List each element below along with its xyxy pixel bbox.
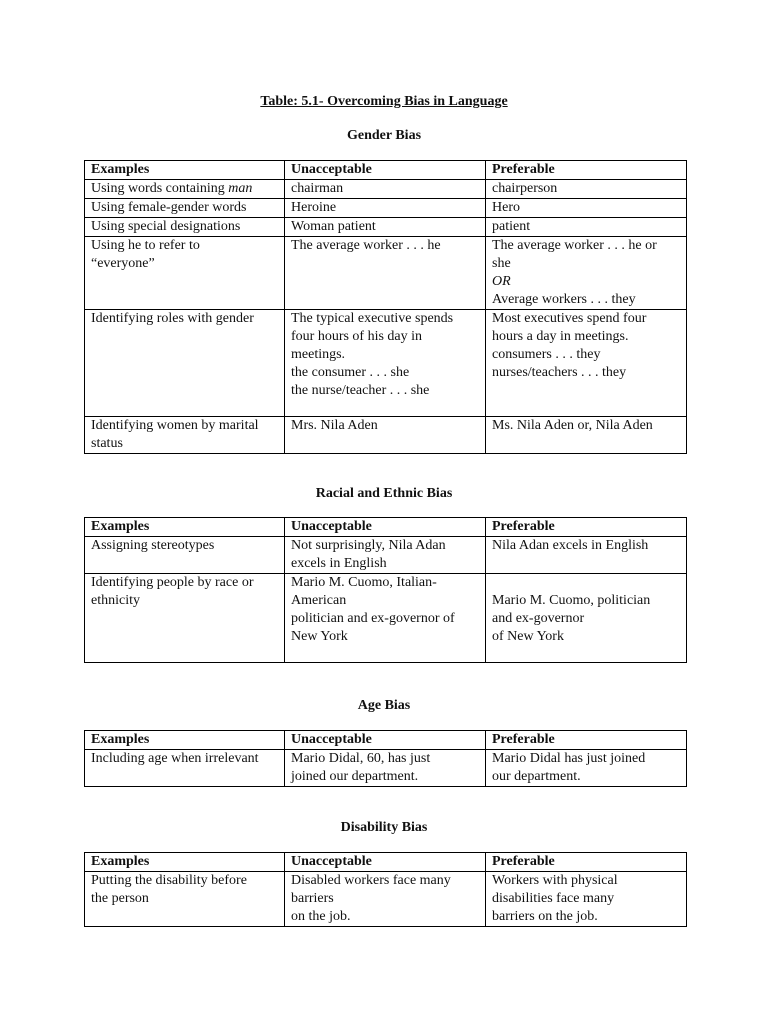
table-row — [85, 180, 687, 199]
emphasis-text: OR — [492, 274, 511, 289]
header-unacceptable: Unacceptable — [285, 853, 486, 872]
header-row — [85, 853, 687, 872]
table-row — [85, 310, 687, 417]
example-cell: Using female-gender words — [85, 199, 285, 218]
header-examples: Examples — [85, 518, 285, 537]
example-cell: Assigning stereotypes — [85, 537, 285, 574]
preferable-cell: Workers with physical disabilities face many barriers on the job. — [486, 872, 687, 927]
example-cell: Using he to refer to “everyone” — [85, 237, 285, 310]
preferable-cell: Most executives spend four hours a day in meetings. consumers . . . they nurses/teachers . . . they — [486, 310, 687, 417]
emphasis-text: man — [228, 181, 253, 196]
preferable-cell: Ms. Nila Aden or, Nila Aden — [486, 417, 687, 454]
unacceptable-cell: Mrs. Nila Aden — [285, 417, 486, 454]
example-cell: Identifying people by race or ethnicity — [85, 574, 285, 663]
unacceptable-cell: Mario M. Cuomo, Italian- American politician and ex-governor of New York — [285, 574, 486, 663]
example-cell: Using special designations — [85, 218, 285, 237]
unacceptable-cell: The typical executive spends four hours of his day in meetings. the consumer . . . she the nurse/teacher . . . she — [285, 310, 486, 417]
header-row — [85, 731, 687, 750]
unacceptable-cell: Woman patient — [285, 218, 486, 237]
header-row — [85, 518, 687, 537]
table-row — [85, 537, 687, 574]
preferable-cell: chairperson — [486, 180, 687, 199]
example-cell: Using words containing man — [85, 180, 285, 199]
table-row — [85, 199, 687, 218]
example-cell: Putting the disability before the person — [85, 872, 285, 927]
preferable-cell: Mario Didal has just joined our department. — [486, 750, 687, 787]
unacceptable-cell: Disabled workers face many barriers on the job. — [285, 872, 486, 927]
age-bias-table — [84, 730, 687, 787]
header-preferable: Preferable — [486, 853, 687, 872]
unacceptable-cell: The average worker . . . he — [285, 237, 486, 310]
preferable-cell: patient — [486, 218, 687, 237]
table-row — [85, 237, 687, 310]
preferable-cell: Nila Adan excels in English — [486, 537, 687, 574]
example-cell: Identifying roles with gender — [85, 310, 285, 417]
section-title-gender: Gender Bias — [346, 128, 422, 143]
header-examples: Examples — [85, 853, 285, 872]
section-title-disability: Disability Bias — [340, 820, 428, 835]
table-row — [85, 872, 687, 927]
header-preferable: Preferable — [486, 731, 687, 750]
header-preferable: Preferable — [486, 161, 687, 180]
gender-bias-table — [84, 160, 687, 454]
preferable-cell: Hero — [486, 199, 687, 218]
table-row — [85, 750, 687, 787]
example-cell: Including age when irrelevant — [85, 750, 285, 787]
example-cell: Identifying women by marital status — [85, 417, 285, 454]
header-examples: Examples — [85, 731, 285, 750]
table-row — [85, 417, 687, 454]
unacceptable-cell: Heroine — [285, 199, 486, 218]
preferable-cell: The average worker . . . he or she OR Average workers . . . they — [486, 237, 687, 310]
header-preferable: Preferable — [486, 518, 687, 537]
preferable-cell: Mario M. Cuomo, politician and ex-governor of New York — [486, 574, 687, 663]
unacceptable-cell: Mario Didal, 60, has just joined our department. — [285, 750, 486, 787]
section-title-racial: Racial and Ethnic Bias — [315, 486, 453, 501]
section-title-age: Age Bias — [357, 698, 411, 713]
header-unacceptable: Unacceptable — [285, 731, 486, 750]
table-row — [85, 574, 687, 663]
racial-bias-table — [84, 517, 687, 663]
table-title: Table: 5.1- Overcoming Bias in Language — [260, 94, 508, 109]
table-row — [85, 218, 687, 237]
header-unacceptable: Unacceptable — [285, 518, 486, 537]
header-examples: Examples — [85, 161, 285, 180]
header-row — [85, 161, 687, 180]
header-unacceptable: Unacceptable — [285, 161, 486, 180]
unacceptable-cell: Not surprisingly, Nila Adan excels in English — [285, 537, 486, 574]
unacceptable-cell: chairman — [285, 180, 486, 199]
disability-bias-table — [84, 852, 687, 927]
